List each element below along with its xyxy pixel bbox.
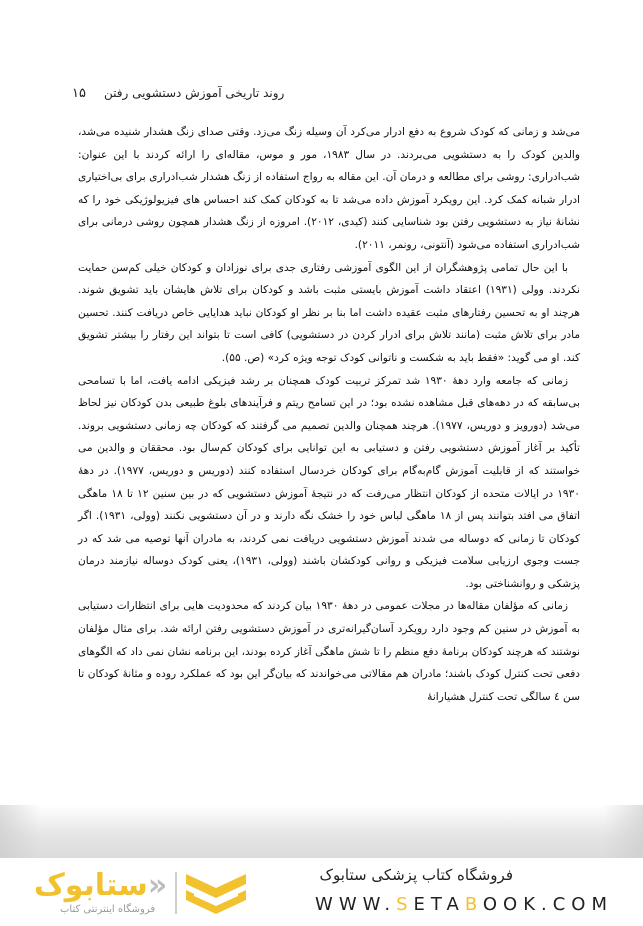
logo-word-text: ستابوک — [34, 868, 148, 903]
chapter-title: روند تاریخی آموزش دستشویی رفتن — [103, 86, 285, 100]
logo-wordmark — [34, 868, 167, 903]
store-logo[interactable] — [24, 868, 254, 920]
paragraph: زمانی که جامعه وارد دههٔ ۱۹۳۰ شد تمرکز تربیت کودک همچنان بر رشد فیزیکی ادامه یافت، اما با تسامحی بی‌سابقه که در دهه‌های قبل مشاهده نشده بود؛ در این تسامح ریتم و فرآیندهای بلوغ طبیعی بدن کودکان نیز لحاظ می‌شد (دورویز و دوریس، ۱۹۷۷). هرچند همچنان والدین تصمیم می گرفتند که کودکان چه زمانی دستشویی بروند. تأکید بر آغاز آموزش دستشویی رفتن و دستیابی به این توانایی برای کودکان کم‌سال بود. محققان و والدین می خواستند که از قابلیت آموزش گام‌به‌گام برای کودکان خردسال استفاده کنند (دوریس و دوریس، ۱۹۷۷). در دههٔ ۱۹۳۰ در ایالات متحده از کودکان انتظار می‌رفت که در نتیجهٔ آموزش دستشویی که در بین سنین ۱۲ تا ۱۸ ماهگی اتفاق می افتد بتوانند پس از ۱۸ ماهگی لباس خود را خشک نگه دارند و در آن دستشویی نکنند (وولی، ۱۹۳۱). اگر کودکان تا زمانی که دوساله می شدند آموزش دستشویی دریافت نمی کردند، به مادران آنها توصیه می شد که در جست وجوی ارزیابی سلامت فیزیکی و روانی کودکشان باشند (وولی، ۱۹۳۱)، یعنی کودک دوساله نیازمند درمان پزشکی و روانشناختی بود. — [78, 374, 581, 590]
page-fade-overlay — [0, 805, 643, 858]
store-banner[interactable] — [0, 858, 643, 926]
url-accent-letter: S — [396, 894, 414, 915]
url-part: ETA — [413, 894, 465, 915]
logo-divider — [175, 872, 177, 914]
running-head — [72, 83, 572, 103]
body-text — [78, 121, 580, 708]
url-part: WWW. — [315, 894, 397, 915]
page-number: ۱۵ — [72, 85, 86, 101]
store-name: فروشگاه کتاب پزشکی ستابوک — [319, 866, 513, 884]
store-url-link[interactable] — [315, 894, 613, 915]
chevron-stack-icon — [184, 872, 248, 918]
paragraph: با این حال تمامی پژوهشگران از این الگوی آموزشی رفتاری جدی برای نوزادان و کودکان خیلی کم‌سن حمایت نکردند. وولی (۱۹۳۱) اعتقاد داشت آموزش بایستی مثبت باشد و کودکان برای تلاش هایشان باید تشویق شوند. هرچند او به تحسین رفتارهای مثبت عقیده داشت اما بنا بر نظر او کودکان نباید هدایایی خاص دریافت کنند. تحسین مادر برای تلاش مثبت (مانند تلاش برای ادرار کردن در دستشویی) کافی است تا بتواند این رفتار را بیشتر تشویق کند. او می گوید: «فقط باید به شکست و ناتوانی کودک توجه ویژه کرد» (ص. ۵۵). — [78, 261, 580, 364]
logo-chevrons-icon: « — [147, 868, 168, 903]
logo-tagline: فروشگاه اینترنتی کتاب — [60, 904, 156, 915]
paragraph: زمانی که مؤلفان مقاله‌ها در مجلات عمومی در دههٔ ۱۹۳۰ بیان کردند که محدودیت هایی برای انتظارات دستیابی به آموزش در سنین کم وجود دارد رویکرد آسان‌گیرانه‌تری در آموزش دستشویی رفتن ارائه شد. برای مثال مؤلفان نوشتند که هرچند کودکان برنامهٔ دفع منظم را تا شش ماهگی آغاز کرده بودند، این برنامه نشان نمی داد که الگوهای دفعی تحت کنترل کودک باشند؛ مادران هم مقالاتی می‌خواندند که بیان‌گر این بود که عملکرد روده و مثانهٔ کودکان تا سن ٤ سالگی تحت کنترل هشیارانهٔ — [78, 600, 580, 703]
url-part: OOK.COM — [482, 894, 613, 915]
paragraph: می‌شد و زمانی که کودک شروع به دفع ادرار می‌کرد آن وسیله زنگ می‌زد. وقتی صدای زنگ هشدار شنیده می‌شد، والدین کودک را به دستشویی می‌بردند. در سال ۱۹۸۳، مور و موس، مقاله‌ای را ارائه کردند با این عنوان: شب‌ادراری: روشی برای مطالعه و درمان آن. این مقاله به رواج استفاده از زنگ هشدار شب‌ادراری برای بی‌اختیاری ادرار شبانه کمک کرد. این رویکرد آموزش داده می‌شد تا به کودکان کمک کند احساس های فیزیولوژیکی خود را که نشانهٔ نیاز به دستشویی رفتن بود شناسایی کنند (کیدی، ۲۰۱۲). امروزه از زنگ هشدار همچون روشی درمانی برای شب‌ادراری استفاده می‌شود (آنتونی، رونمر، ۲۰۱۱). — [78, 126, 581, 251]
url-accent-letter: B — [464, 894, 483, 915]
